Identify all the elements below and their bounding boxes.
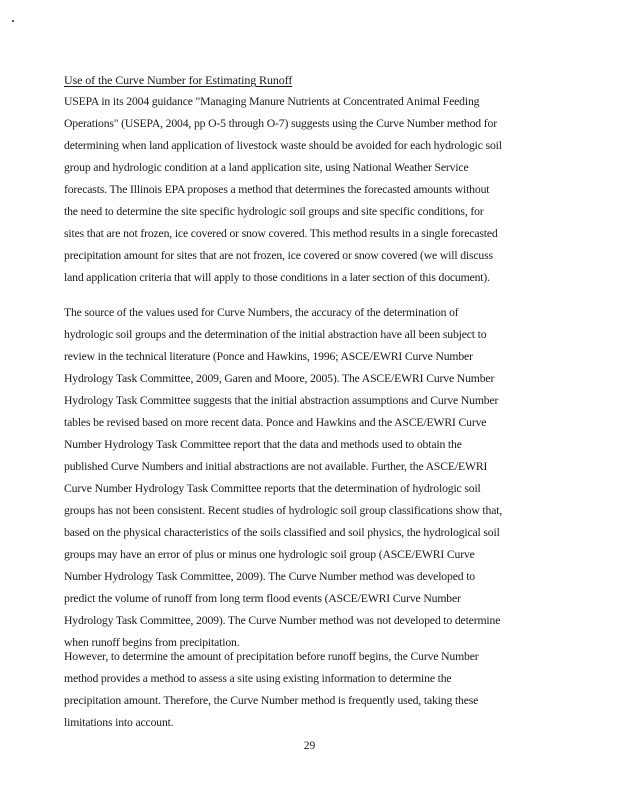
paragraph-line: group and hydrologic condition at a land application site, using National Weather Service	[64, 161, 469, 174]
paragraph-line: tables be revised based on more recent data. Ponce and Hawkins and the ASCE/EWRI Curve	[64, 416, 487, 429]
paragraph-3	[64, 646, 534, 734]
paragraph-line: precipitation amount for sites that are not frozen, ice covered or snow covered (we will discuss	[64, 249, 493, 262]
paragraph-line: published Curve Numbers and initial abstractions are not available. Further, the ASCE/EWRI	[64, 460, 488, 473]
paragraph-line: Hydrology Task Committee suggests that the initial abstraction assumptions and Curve Number	[64, 394, 499, 407]
paragraph-line: review in the technical literature (Ponce and Hawkins, 1996; ASCE/EWRI Curve Number	[64, 350, 473, 363]
paragraph-line: groups may have an error of plus or minus one hydrologic soil group (ASCE/EWRI Curve	[64, 548, 475, 561]
paragraph-line: forecasts. The Illinois EPA proposes a method that determines the forecasted amounts without	[64, 183, 490, 196]
paragraph-line: when runoff begins from precipitation.	[64, 636, 240, 649]
paragraph-2	[64, 302, 534, 654]
paragraph-line: Hydrology Task Committee, 2009, Garen and Moore, 2005). The ASCE/EWRI Curve Number	[64, 372, 495, 385]
paragraph-line: Number Hydrology Task Committee, 2009). The Curve Number method was developed to	[64, 570, 475, 583]
paragraph-line: based on the physical characteristics of the soils classified and soil physics, the hydrological soil	[64, 526, 500, 539]
paragraph-line: Operations" (USEPA, 2004, pp O-5 through O-7) suggests using the Curve Number method for	[64, 117, 497, 130]
paragraph-line: Hydrology Task Committee, 2009). The Curve Number method was not developed to determine	[64, 614, 501, 627]
paragraph-1	[64, 91, 534, 289]
paragraph-line: precipitation amount. Therefore, the Curve Number method is frequently used, taking these	[64, 694, 479, 707]
section-heading: Use of the Curve Number for Estimating Runoff	[64, 73, 293, 87]
page-number: 29	[303, 740, 316, 752]
paragraph-line: the need to determine the site specific hydrologic soil groups and site specific conditions, for	[64, 205, 484, 218]
paragraph-line: groups has not been consistent. Recent studies of hydrologic soil group classifications show that,	[64, 504, 503, 517]
paragraph-line: predict the volume of runoff from long term flood events (ASCE/EWRI Curve Number	[64, 592, 461, 605]
paragraph-line: method provides a method to assess a site using existing information to determine the	[64, 672, 452, 685]
paragraph-line: land application criteria that will apply to those conditions in a later section of this document).	[64, 271, 490, 284]
paragraph-line: However, to determine the amount of precipitation before runoff begins, the Curve Number	[64, 650, 479, 663]
paragraph-line: Number Hydrology Task Committee report that the data and methods used to obtain the	[64, 438, 462, 451]
paragraph-line: The source of the values used for Curve Numbers, the accuracy of the determination of	[64, 306, 459, 319]
paragraph-line: Curve Number Hydrology Task Committee reports that the determination of hydrologic soil	[64, 482, 481, 495]
paragraph-line: determining when land application of livestock waste should be avoided for each hydrologic soil	[64, 139, 502, 152]
paragraph-line: limitations into account.	[64, 716, 174, 729]
paragraph-line: hydrologic soil groups and the determination of the initial abstraction have all been subject to	[64, 328, 487, 341]
scan-artifact-mark	[12, 20, 14, 22]
paragraph-line: USEPA in its 2004 guidance "Managing Manure Nutrients at Concentrated Animal Feeding	[64, 95, 480, 108]
paragraph-line: sites that are not frozen, ice covered or snow covered. This method results in a single forecasted	[64, 227, 498, 240]
